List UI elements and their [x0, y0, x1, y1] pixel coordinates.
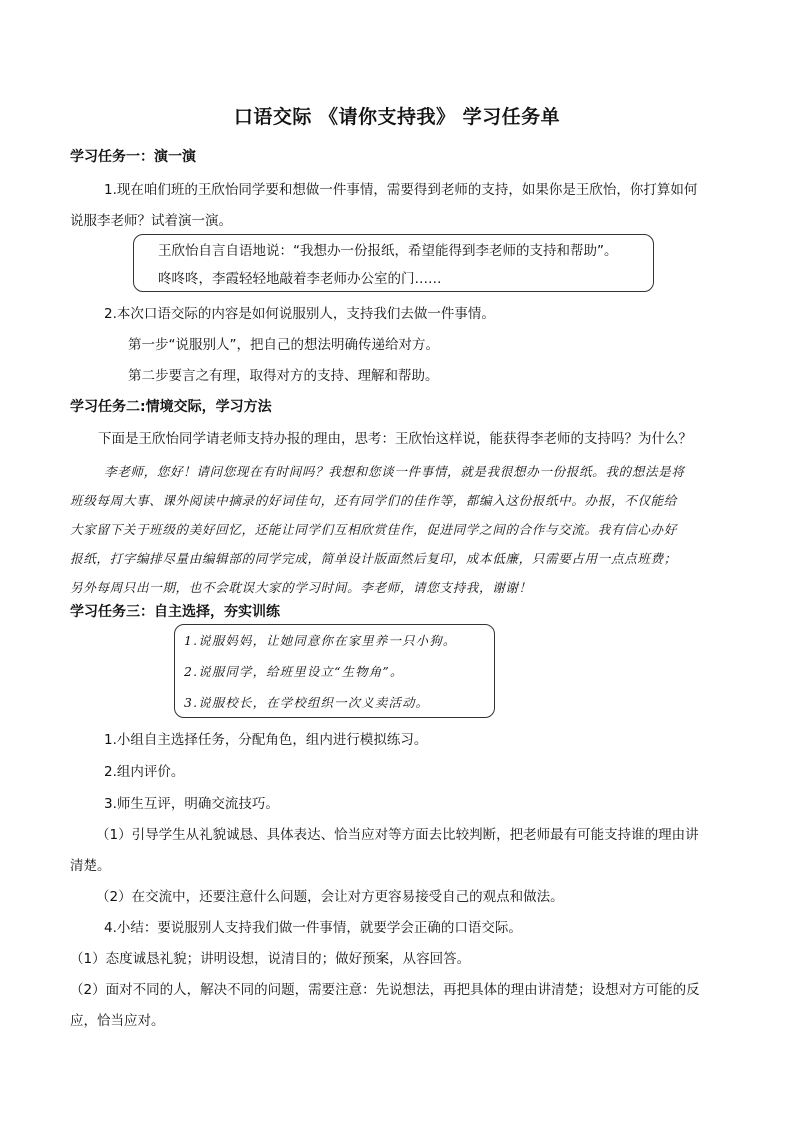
letter-line: 大家留下关于班级的美好回忆，还能让同学们互相欣赏佳作，促进同学之间的合作与交流。我有信心办好 [70, 522, 677, 537]
task-options-box [174, 624, 495, 718]
summary-point-2-line2: 应，恰当应对。 [70, 1013, 165, 1029]
letter-line: 班级每周大事、课外阅读中摘录的好词佳句，还有同学们的佳作等，都编入这份报纸中。办报，不仅能给 [70, 493, 677, 508]
task3-sub1-line1: （1）引导学生从礼貌诚恳、具体表达、恰当应对等方面去比较判断，把老师最有可能支持谁的理由讲 [96, 827, 699, 843]
letter-line: 另外每周只出一期，也不会耽误大家的学习时间。李老师，请您支持我，谢谢！ [70, 580, 532, 595]
task3-item3: 3.师生互评，明确交流技巧。 [104, 796, 279, 812]
task1-item1-line1: 1.现在咱们班的王欣怡同学要和想做一件事情，需要得到老师的支持，如果你是王欣怡，你打算如何 [104, 182, 698, 198]
task-option: 1.说服妈妈，让她同意你在家里养一只小狗。 [184, 633, 457, 648]
letter-line: 报纸，打字编排尽量由编辑部的同学完成，简单设计版面然后复印，成本低廉，只需要占用一点点班费； [70, 551, 677, 566]
task3-sub2: （2）在交流中，还要注意什么问题，会让对方更容易接受自己的观点和做法。 [96, 889, 564, 905]
task1-step2: 第二步要言之有理，取得对方的支持、理解和帮助。 [128, 368, 439, 384]
task1-item1-line2: 说服李老师？试着演一演。 [70, 213, 232, 229]
summary-point-1: （1）态度诚恳礼貌；讲明设想，说清目的；做好预案，从容回答。 [70, 951, 471, 967]
dialogue-box [133, 234, 654, 292]
task3-heading: 学习任务三：自主选择，夯实训练 [70, 604, 280, 620]
task-option: 2.说服同学，给班里设立“生物角”。 [184, 664, 404, 679]
task3-item4: 4.小结：要说服别人支持我们做一件事情，就要学会正确的口语交际。 [104, 920, 522, 936]
task3-item1: 1.小组自主选择任务，分配角色，组内进行模拟练习。 [104, 732, 428, 748]
task1-heading: 学习任务一：演一演 [70, 149, 196, 165]
task1-item2: 2.本次口语交际的内容是如何说服别人，支持我们去做一件事情。 [104, 306, 495, 322]
page-title: 口语交际 《请你支持我》 学习任务单 [233, 106, 561, 128]
task2-intro: 下面是王欣怡同学请老师支持办报的理由，思考：王欣怡这样说，能获得李老师的支持吗？为什么？ [98, 431, 692, 447]
task3-item2: 2.组内评价。 [104, 764, 185, 780]
task-option: 3.说服校长，在学校组织一次义卖活动。 [184, 695, 430, 710]
task3-sub1-line2: 清楚。 [70, 858, 111, 874]
dialogue-line-2: 咚咚咚，李霞轻轻地敲着李老师办公室的门…… [158, 271, 442, 287]
summary-point-2-line1: （2）面对不同的人，解决不同的问题，需要注意：先说想法，再把具体的理由讲清楚；设想对方可能的反 [70, 982, 700, 998]
task2-heading: 学习任务二:情境交际，学习方法 [70, 399, 272, 415]
dialogue-line-1: 王欣怡自言自语地说：“我想办一份报纸，希望能得到李老师的支持和帮助”。 [158, 243, 618, 259]
task1-step1: 第一步“说服别人”，把自己的想法明确传递给对方。 [128, 337, 439, 353]
letter-line: 李老师，您好！请问您现在有时间吗？我想和您谈一件事情，就是我很想办一份报纸。我的想法是将 [104, 464, 685, 479]
